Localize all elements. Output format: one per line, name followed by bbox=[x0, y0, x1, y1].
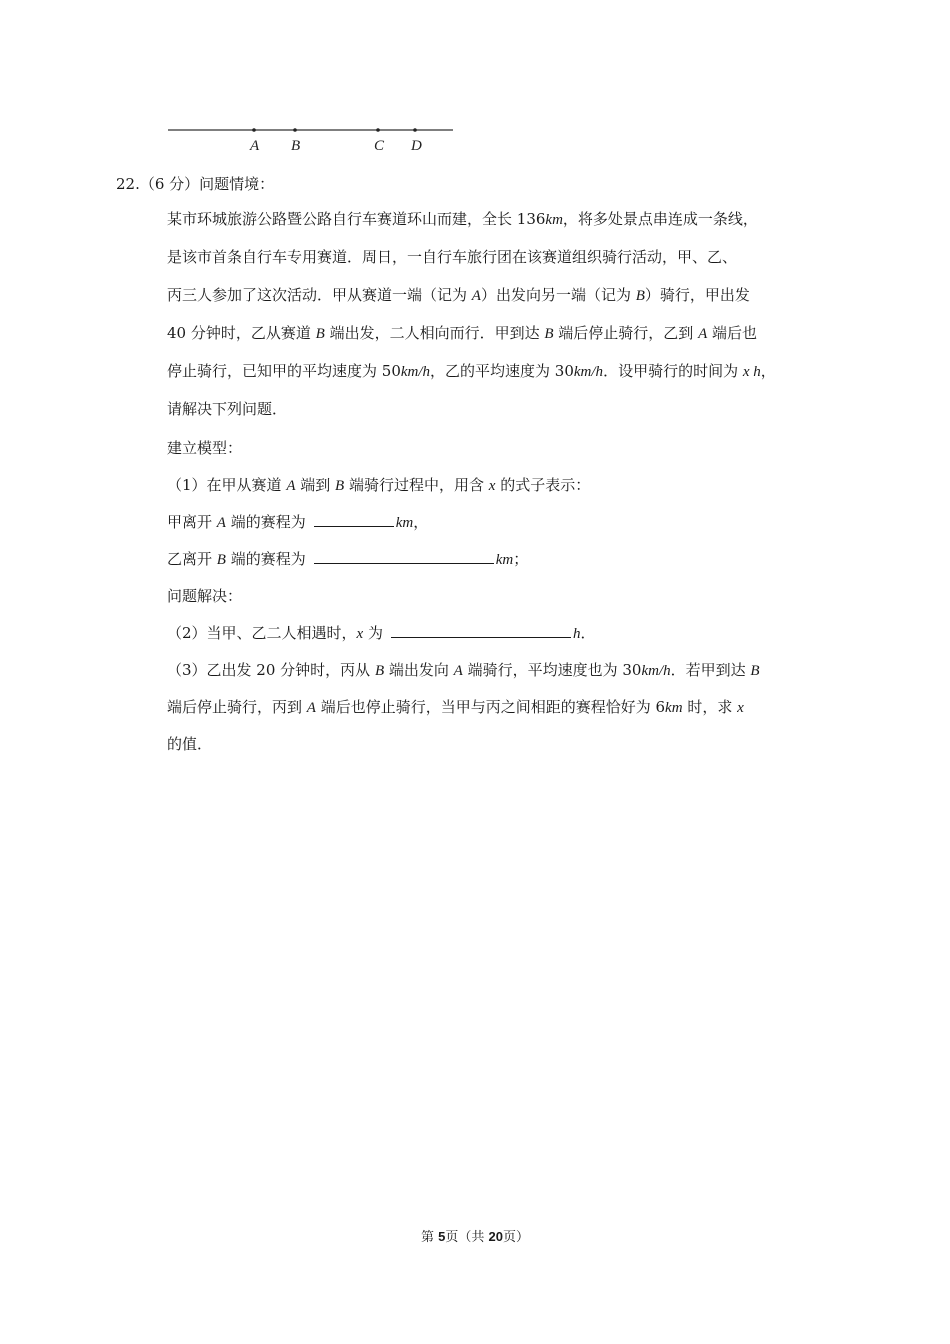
point-label-b: B bbox=[291, 138, 301, 154]
math-symbol: km/h bbox=[400, 364, 431, 380]
context-line: 请解决下列问题． bbox=[167, 400, 288, 418]
point-a bbox=[252, 128, 256, 132]
math-symbol: km/h bbox=[573, 364, 604, 380]
math-symbol: B bbox=[635, 288, 645, 304]
page-footer: 第 5页（共 20页） bbox=[421, 1229, 529, 1245]
context-line: 丙三人参加了这次活动．甲从赛道一端（记为 A）出发向另一端（记为 B）骑行，甲出发 bbox=[167, 286, 750, 304]
point-d bbox=[413, 128, 417, 132]
current-page: 5 bbox=[438, 1229, 446, 1244]
part3-line: 的值． bbox=[167, 735, 213, 753]
part1-line-a: 甲离开 A 端的赛程为 km， bbox=[167, 510, 837, 535]
part3-line: 端后停止骑行，丙到 A 端后也停止骑行，当甲与丙之间相距的赛程恰好为 6km 时，求 x bbox=[167, 698, 744, 716]
question-number: 22. bbox=[116, 175, 140, 193]
math-symbol: B bbox=[216, 552, 226, 568]
math-symbol: km bbox=[665, 700, 683, 716]
context-line: 是该市首条自行车专用赛道．周日，一自行车旅行团在该赛道组织骑行活动，甲、乙、 bbox=[167, 248, 738, 266]
point-label-c: C bbox=[374, 138, 385, 154]
answer-blank-b[interactable] bbox=[314, 547, 494, 564]
point-b bbox=[293, 128, 297, 132]
point-label-a: A bbox=[250, 138, 260, 154]
number-line-diagram bbox=[168, 120, 458, 160]
point-c bbox=[376, 128, 380, 132]
math-symbol: A bbox=[286, 478, 296, 494]
math-symbol: B bbox=[315, 326, 325, 342]
context-line: 某市环城旅游公路暨公路自行车赛道环山而建，全长 136km，将多处景点串连成一条线， bbox=[167, 210, 758, 228]
math-symbol: A bbox=[453, 663, 463, 679]
math-symbol: km/h bbox=[641, 663, 671, 679]
math-symbol: x h bbox=[742, 364, 761, 380]
math-symbol: B bbox=[750, 663, 760, 679]
context-line: 停止骑行，已知甲的平均速度为 50km/h，乙的平均速度为 30km/h．设甲骑行的时间为 x h， bbox=[167, 362, 776, 380]
question-header bbox=[116, 172, 274, 196]
part3-line: （3）乙出发 20 分钟时，丙从 B 端出发向 A 端骑行，平均速度也为 30km/h．若甲到达 B bbox=[167, 661, 760, 679]
part1-line-b: 乙离开 B 端的赛程为 km； bbox=[167, 547, 837, 572]
context-line: 40 分钟时，乙从赛道 B 端出发，二人相向而行．甲到达 B 端后停止骑行，乙到 A 端后也 bbox=[167, 324, 758, 342]
math-symbol: B bbox=[335, 478, 345, 494]
question-score: （6 分） bbox=[139, 175, 200, 193]
math-symbol: A bbox=[698, 326, 708, 342]
solve-heading: 问题解决： bbox=[167, 587, 243, 605]
answer-blank-a[interactable] bbox=[314, 510, 394, 527]
point-label-d: D bbox=[411, 138, 422, 154]
part1-prompt: （1）在甲从赛道 A 端到 B 端骑行过程中，用含 x 的式子表示： bbox=[167, 476, 591, 494]
part2-line: （2）当甲、乙二人相遇时，x 为 h． bbox=[167, 621, 837, 646]
math-symbol: x bbox=[356, 626, 364, 642]
model-heading: 建立模型： bbox=[167, 439, 243, 457]
math-symbol: B bbox=[374, 663, 385, 679]
math-symbol: A bbox=[471, 288, 481, 304]
question-title: 问题情境： bbox=[199, 175, 275, 193]
total-pages: 20 bbox=[488, 1229, 503, 1244]
math-symbol: km bbox=[545, 212, 563, 228]
math-symbol: x bbox=[488, 478, 496, 494]
math-symbol: B bbox=[544, 326, 554, 342]
math-symbol: A bbox=[306, 700, 316, 716]
answer-blank-part2[interactable] bbox=[391, 621, 571, 638]
number-line-figure bbox=[168, 120, 458, 160]
math-symbol: x bbox=[737, 700, 744, 716]
math-symbol: A bbox=[216, 515, 226, 531]
